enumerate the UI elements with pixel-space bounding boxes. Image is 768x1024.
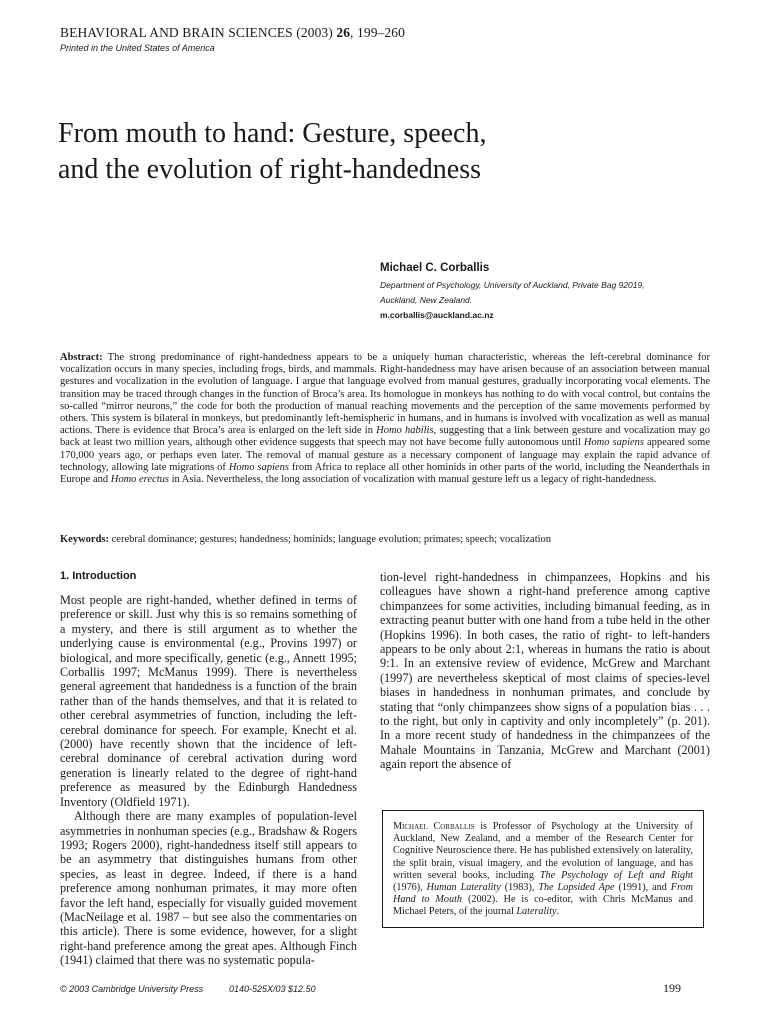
abstract-text-1: The strong predominance of right-handedness appears to be a uniquely human characteristic, whereas the left-cerebral dominance for vocalization occurs in many species, including frogs, birds, and mammals. Right-handedness may have arisen because of an association between manual gestures and vocalization in the evolution of language. I argue that language evolved from manual gestures, gradually incorporating vocal elements. The transition may be traced through changes in the function of Broca’s area. Its homologue in monkeys has nothing to do with vocal control, but contains the so-called “mirror neurons,” the code for both the production of manual reaching movements and the perception of the same movements performed by others. This system is bilateral in monkeys, but predominantly left-hemispheric in humans, and in humans is involved with vocalization as well as manual actions. There is evidence that Broca’s area is enlarged on the left side in: [60, 352, 710, 437]
article-title: From mouth to hand: Gesture, speech, and the evolution of right-handedness: [58, 118, 487, 185]
journal-pages: , 199–260: [350, 25, 405, 40]
author-affiliation-line1: Department of Psychology, University of Auckland, Private Bag 92019,: [380, 280, 645, 290]
intro-paragraph-1: Most people are right-handed, whether defined in terms of preference or skill. Just why this is so remains something of a mystery, and there is still argument as to whether the underlying cause is environmental (e.g., Provins 1997) or biological, and more specifically, genetic (e.g., Annett 1995; Corballis 1997; McManus 1999). There is nevertheless general agreement that handedness is a function of the brain rather than of the hands themselves, and that it is related to other cerebral asymmetries of function, including the left-cerebral dominance for speech. For example, Knecht et al. (2000) have recently shown that the incidence of left-cerebral dominance of cerebral activation during word generation is linearly related to the degree of right-hand preference as measured by the Edinburgh Handedness Inventory (Oldfield 1971).: [60, 593, 357, 809]
printed-note: Printed in the United States of America: [60, 43, 215, 53]
footer-issn: 0140-525X/03 $12.50: [229, 984, 316, 994]
journal-name: BEHAVIORAL AND BRAIN SCIENCES (2003): [60, 25, 337, 40]
bio-text-1: is Professor of Psychology at the University of Auckland, New Zealand, and a member of the Research Center for Cognitive Neuroscience there. He has published extensively on laterality, the split brain, visual imagery, and the evolution of language, and has written several books, including: [393, 821, 693, 881]
author-affiliation-line2: Auckland, New Zealand.: [380, 295, 473, 305]
intro-paragraph-3: tion-level right-handedness in chimpanzees, Hopkins and his colleagues have shown a right-hand preference among captive chimpanzees for some activities, including bimanual feeding, as in extracting peanut butter with one hand from a tube held in the other (Hopkins 1996). In both cases, the ratio of right- to left-handers appears to be only about 2:1, whereas in humans the ratio is about 9:1. In an extensive review of evidence, McGrew and Marchant (1997) are nevertheless skeptical of most claims of species-level biases in handedness in nonhuman primates, and conclude by stating that “only chimpanzees show signs of a population bias . . . to the right, but only in captivity and only incompletely” (p. 201). In a more recent study of handedness in the chimpanzees of the Mahale Mountains in Tanzania, McGrew and Marchant (2001) again report the absence of: [380, 570, 710, 772]
author-block: [380, 262, 710, 323]
bio-book-2: Human Laterality: [426, 882, 501, 894]
bio-text-4: (1991), and: [614, 882, 671, 894]
journal-volume: 26: [336, 25, 351, 40]
abstract-italic-2: Homo sapiens: [583, 437, 644, 449]
author-bio-box: [382, 810, 704, 928]
abstract-italic-1: Homo habilis,: [376, 425, 437, 437]
bio-book-1: The Psychology of Left and Right: [539, 869, 693, 881]
abstract-text-3: appeared some 170,000 years ago, or perhaps even later. The removal of manual gesture as a necessary component of language may explain the rapid advance of technology, allowing late migrations of: [60, 437, 710, 473]
keywords-text: cerebral dominance; gestures; handedness; hominids; language evolution; primates; speech; vocalization: [109, 534, 552, 545]
left-column: [60, 570, 357, 968]
bio-book-3: The Lopsided Ape: [538, 882, 615, 894]
abstract-text-2: suggesting that a link between gesture and vocalization may go back at least two million years, although other evidence suggests that speech may not have become fully autonomous until: [60, 425, 710, 449]
bio-book-4: From Hand to Mouth: [393, 882, 693, 906]
abstract-label: Abstract:: [60, 352, 103, 363]
abstract-text-4: from Africa to replace all other hominids in other parts of the world, including the Neanderthals in Europe and: [60, 461, 710, 486]
page-number: 199: [663, 981, 681, 995]
abstract-italic-3: Homo sapiens: [228, 461, 289, 473]
bio-journal: Laterality: [516, 906, 557, 918]
abstract: [60, 352, 710, 486]
right-column: [380, 570, 710, 772]
bio-text-3: (1983),: [500, 882, 539, 894]
abstract-text-5: in Asia. Nevertheless, the long association of vocalization with manual gesture left us a legacy of right-handedness.: [168, 474, 657, 486]
bio-text-6: .: [556, 906, 560, 918]
intro-paragraph-2: Although there are many examples of population-level asymmetries in nonhuman species (e.g., Bradshaw & Rogers 1993; Rogers 2000), right-handedness itself still appears to be an asymmetry that distinguishes humans from other species, as least in degree. Indeed, if there is a hand preference among nonhuman primates, it may more often favor the left hand, especially for visually guided movement (MacNeilage et al. 1987 – but see also the commentaries on this article). There is some evidence, however, for a slight right-hand preference among the great apes. Although Finch (1941) claimed that there was no systematic popula-: [60, 809, 357, 968]
journal-header: [60, 25, 405, 41]
bio-text-2: (1976),: [393, 882, 427, 894]
author-name: Michael C. Corballis: [380, 262, 490, 274]
keywords: [60, 534, 710, 545]
keywords-label: Keywords:: [60, 534, 109, 545]
bio-text-5: (2002). He is co-editor, with Chris McManus and Michael Peters, of the journal: [393, 894, 693, 918]
footer-copyright: © 2003 Cambridge University Press: [60, 984, 204, 994]
section-heading: 1. Introduction: [60, 570, 137, 582]
author-bio: [393, 821, 693, 919]
bio-name: Michael Corballis: [393, 821, 475, 832]
author-email[interactable]: m.corballis@auckland.ac.nz: [380, 310, 494, 320]
abstract-italic-4: Homo erectus: [110, 474, 169, 486]
